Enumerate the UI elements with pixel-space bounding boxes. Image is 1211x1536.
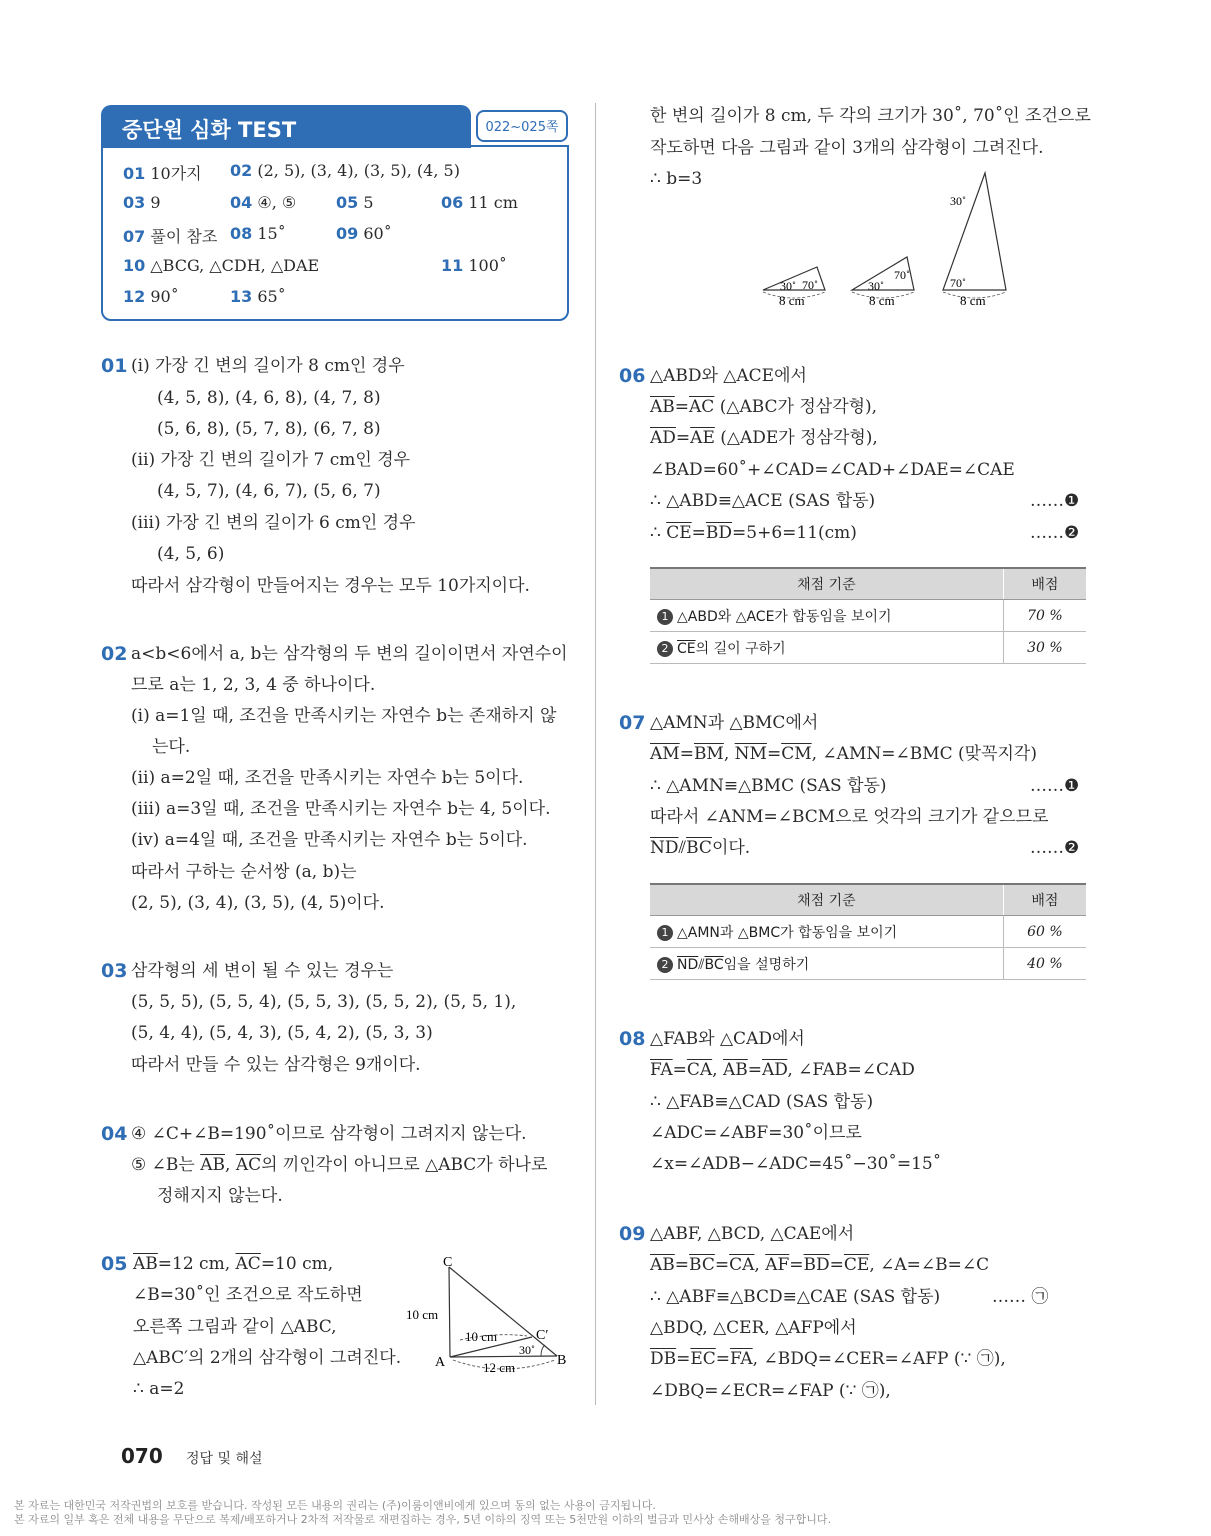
circle-number-icon: 2 — [657, 641, 673, 657]
label-b: B — [557, 1353, 567, 1368]
s09-line: ∴ △ABF≡△BCD≡△CAE (SAS 합동) — [650, 1287, 941, 1307]
table-header-points: 배점 — [1003, 884, 1086, 916]
answer-06: 06 11 cm — [441, 193, 518, 212]
s02-line: (ⅲ) a=3일 때, 조건을 만족시키는 자연수 b는 4, 5이다. — [131, 799, 551, 819]
s09-line: △ABF, △BCD, △CAE에서 — [650, 1224, 855, 1244]
solution-number-07: 07 — [619, 712, 646, 734]
step-mark-2: ……❷ — [1030, 523, 1080, 543]
s01-line: 따라서 삼각형이 만들어지는 경우는 모두 10가지이다. — [131, 576, 530, 596]
s06-line: △ABD와 △ACE에서 — [650, 366, 807, 386]
answer-05: 05 5 — [336, 193, 374, 212]
s01-line: (ⅲ) 가장 긴 변의 길이가 6 cm인 경우 — [131, 513, 416, 533]
s04-line: 정해지지 않는다. — [157, 1186, 283, 1206]
s06-line: ∴ △ABD≡△ACE (SAS 합동) — [650, 491, 876, 511]
page-number: 070 — [121, 1444, 163, 1468]
label-acp-length: 10 cm — [465, 1329, 498, 1344]
s08-line: ∠x=∠ADB−∠ADC=45˚−30˚=15˚ — [650, 1154, 942, 1174]
t2-base: 8 cm — [869, 293, 895, 308]
column-divider — [595, 103, 596, 1405]
s07-line: $\overline{AM}=\overline{BM}$, $\overline{NM}=\overline{CM}$, ∠AMN=∠BMC (맞꼭지각) — [650, 744, 1037, 764]
step-mark-2: ……❷ — [1030, 838, 1080, 858]
s05-line: 오른쪽 그림과 같이 △ABC, — [133, 1317, 337, 1337]
solution-number-03: 03 — [101, 960, 128, 982]
solution-number-04: 04 — [101, 1123, 128, 1145]
t1-angle-30: 30˚ — [780, 279, 796, 293]
label-cprime: C′ — [536, 1328, 549, 1343]
segment-ac — [449, 1267, 450, 1357]
answer-07: 07 풀이 참조 — [123, 227, 218, 246]
s02-line: 는다. — [152, 737, 191, 757]
step-mark-1: ……❶ — [1030, 776, 1080, 796]
s08-line: ∠ADC=∠ABF=30˚이므로 — [650, 1123, 862, 1143]
s09-line: $\overline{DB}=\overline{EC}=\overline{FA}$, ∠BDQ=∠CER=∠AFP (∵ ㉠), — [650, 1349, 1006, 1369]
answer-01: 01 10가지 — [123, 164, 202, 183]
s05-line: $\overline{AB}=12$ cm, $\overline{AC}=10$ cm, — [133, 1254, 334, 1274]
s03-line: (5, 4, 4), (5, 4, 3), (5, 4, 2), (5, 3, 3) — [131, 1023, 433, 1043]
table-row: 1 △ABD와 △ACE가 합동임을 보이기 70 % — [650, 600, 1086, 632]
s08-line: △FAB와 △CAD에서 — [650, 1029, 805, 1049]
answer-10: 10 △BCG, △CDH, △DAE — [123, 256, 320, 275]
s08-line: $\overline{FA}=\overline{CA}$, $\overline{AB}=\overline{AD}$, ∠FAB=∠CAD — [650, 1060, 915, 1080]
table-row: 1 △AMN과 △BMC가 합동임을 보이기 60 % — [650, 916, 1086, 948]
table-header-criteria: 채점 기준 — [650, 568, 1003, 600]
s01-line: (ⅱ) 가장 긴 변의 길이가 7 cm인 경우 — [131, 450, 411, 470]
table-header-criteria: 채점 기준 — [650, 884, 1003, 916]
s09-line: △BDQ, △CER, △AFP에서 — [650, 1318, 857, 1338]
t3-base: 8 cm — [960, 293, 986, 308]
s08-line: ∴ △FAB≡△CAD (SAS 합동) — [650, 1092, 874, 1112]
s01-line: (ⅰ) 가장 긴 변의 길이가 8 cm인 경우 — [131, 356, 405, 376]
solution-number-05: 05 — [101, 1253, 128, 1275]
page-reference-badge: 022~025쪽 — [476, 110, 568, 142]
s02-line: (2, 5), (3, 4), (3, 5), (4, 5)이다. — [131, 893, 385, 913]
label-c: C — [443, 1255, 453, 1270]
table-header-points: 배점 — [1003, 568, 1086, 600]
answer-09: 09 60˚ — [336, 224, 392, 243]
s02-line: (ⅰ) a=1일 때, 조건을 만족시키는 자연수 b는 존재하지 않 — [131, 706, 557, 726]
answer-04: 04 ④, ⑤ — [230, 193, 297, 212]
s03-line: (5, 5, 5), (5, 5, 4), (5, 5, 3), (5, 5, 2), (5, 5, 1), — [131, 992, 517, 1012]
link-icon: ⚲ — [458, 113, 469, 129]
s04-line: ④ ∠C+∠B=190˚이므로 삼각형이 그려지지 않는다. — [131, 1124, 527, 1144]
scoring-table-06 — [650, 567, 1086, 664]
answer-12: 12 90˚ — [123, 287, 179, 306]
label-a: A — [435, 1355, 446, 1370]
answer-02: 02 (2, 5), (3, 4), (3, 5), (4, 5) — [230, 161, 460, 180]
label-angle-b: 30˚ — [519, 1343, 535, 1357]
b-intro-line: 작도하면 다음 그림과 같이 3개의 삼각형이 그려진다. — [650, 138, 1044, 158]
s03-line: 따라서 만들 수 있는 삼각형은 9개이다. — [131, 1055, 421, 1075]
s02-line: (ⅳ) a=4일 때, 조건을 만족시키는 자연수 b는 5이다. — [131, 830, 528, 850]
s06-line: $\overline{AB}=\overline{AC}$ (△ABC가 정삼각형), — [650, 397, 878, 417]
label-ab-length: 12 cm — [483, 1360, 516, 1375]
t2-angle-70: 70˚ — [894, 268, 910, 282]
s02-line: (ⅱ) a=2일 때, 조건을 만족시키는 자연수 b는 5이다. — [131, 768, 524, 788]
triangle-3 — [943, 173, 1006, 290]
solution-number-01: 01 — [101, 355, 128, 377]
answer-13: 13 65˚ — [230, 287, 286, 306]
solution-number-09: 09 — [619, 1223, 646, 1245]
solution-number-06: 06 — [619, 365, 646, 387]
segment-ab — [450, 1356, 557, 1357]
s02-line: a<b<6에서 a, b는 삼각형의 두 변의 길이이면서 자연수이 — [131, 644, 568, 664]
circle-number-icon: 2 — [657, 957, 673, 973]
s01-line: (5, 6, 8), (5, 7, 8), (6, 7, 8) — [157, 419, 381, 439]
step-mark-1: ……❶ — [1030, 491, 1080, 511]
s02-line: 따라서 구하는 순서쌍 (a, b)는 — [131, 862, 357, 882]
t2-angle-30: 30˚ — [868, 279, 884, 293]
s09-line: ∠DBQ=∠ECR=∠FAP (∵ ㉠), — [650, 1381, 891, 1401]
scoring-table-07 — [650, 883, 1086, 980]
step-mark-giyeok: …… ㉠ — [992, 1287, 1049, 1307]
t3-angle-30: 30˚ — [950, 194, 966, 208]
s06-line: $\overline{AD}=\overline{AE}$ (△ADE가 정삼각형), — [650, 428, 878, 448]
solution-number-08: 08 — [619, 1028, 646, 1050]
s04-line: ⑤ ∠B는 $\overline{AB}$, $\overline{AC}$의 끼인각이 아니므로 △ABC가 하나로 — [131, 1155, 548, 1175]
answer-08: 08 15˚ — [230, 224, 286, 243]
answer-03: 03 9 — [123, 193, 161, 212]
s05-line: △ABC′의 2개의 삼각형이 그려진다. — [133, 1348, 402, 1368]
s03-line: 삼각형의 세 변이 될 수 있는 경우는 — [131, 961, 394, 981]
triangle-figure-05 — [405, 1252, 580, 1377]
s09-line: $\overline{AB}=\overline{BC}=\overline{CA}$, $\overline{AF}=\overline{BD}=\overline{CE}$, ∠A=∠B=∠C — [650, 1255, 990, 1275]
t3-angle-70: 70˚ — [950, 276, 966, 290]
t1-angle-70: 70˚ — [802, 278, 818, 292]
s02-line: 므로 a는 1, 2, 3, 4 중 하나이다. — [131, 675, 376, 695]
s01-line: (4, 5, 8), (4, 6, 8), (4, 7, 8) — [157, 388, 381, 408]
b-intro-line: ∴ b=3 — [650, 169, 703, 189]
table-row: 2 $\overline{CE}$의 길이 구하기 30 % — [650, 632, 1086, 664]
answer-box-title: 중단원 심화 TEST — [122, 118, 297, 142]
solution-number-02: 02 — [101, 643, 128, 665]
s07-line: 따라서 ∠ANM=∠BCM으로 엇각의 크기가 같으므로 — [650, 807, 1049, 827]
s05-line: ∴ a=2 — [133, 1379, 185, 1399]
copyright-notice-1: 본 자료는 대한민국 저작권법의 보호를 받습니다. 작성된 모든 내용의 권리는 (주)이룸이앤비에게 있으며 동의 없는 사용이 금지됩니다. — [14, 1499, 656, 1512]
b-intro-line: 한 변의 길이가 8 cm, 두 각의 크기가 30˚, 70˚인 조건으로 — [650, 106, 1091, 126]
s01-line: (4, 5, 6) — [157, 544, 225, 564]
s01-line: (4, 5, 7), (4, 6, 7), (5, 6, 7) — [157, 481, 381, 501]
s07-line: $\overline{ND}⫽\overline{BC}$이다. — [650, 838, 751, 858]
t1-base: 8 cm — [779, 293, 805, 308]
s06-line: ∴ $\overline{CE}=\overline{BD}=5+6=11(cm)$ — [650, 523, 857, 543]
copyright-notice-2: 본 자료의 일부 혹은 전체 내용을 무단으로 복제/배포하거나 2차적 저작물로 재편집하는 경우, 5년 이하의 징역 또는 5천만원 이하의 벌금과 민사상 손해배상을 청구합니다. — [14, 1513, 832, 1526]
s07-line: △AMN과 △BMC에서 — [650, 713, 819, 733]
s07-line: ∴ △AMN≡△BMC (SAS 합동) — [650, 776, 887, 796]
circle-number-icon: 1 — [657, 925, 673, 941]
circle-number-icon: 1 — [657, 609, 673, 625]
label-ac-length: 10 cm — [406, 1307, 439, 1322]
table-row: 2 $\overline{ND}⫽\overline{BC}$임을 설명하기 40 % — [650, 948, 1086, 980]
s06-line: ∠BAD=60˚+∠CAD=∠CAD+∠DAE=∠CAE — [650, 460, 1015, 480]
answer-11: 11 100˚ — [441, 256, 507, 275]
three-triangles-figure — [755, 170, 1025, 315]
footer-label: 정답 및 해설 — [186, 1451, 263, 1467]
s05-line: ∠B=30˚인 조건으로 작도하면 — [133, 1285, 363, 1305]
